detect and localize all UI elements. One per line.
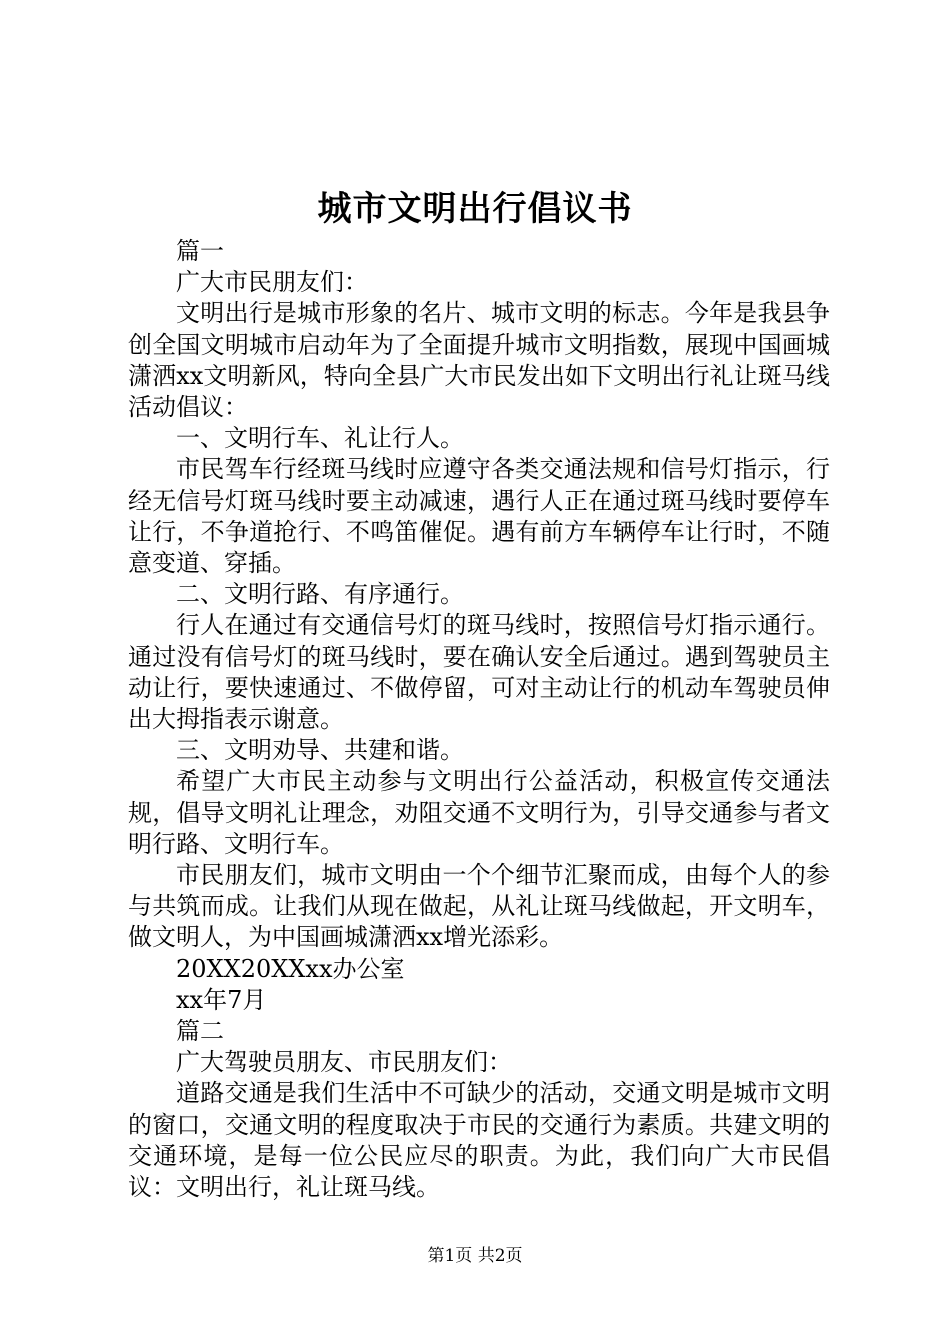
document-body bbox=[128, 236, 830, 1203]
body-paragraph: 市民驾车行经斑马线时应遵守各类交通法规和信号灯指示，行经无信号灯斑马线时要主动减速，遇行人正在通过斑马线时要停车让行，不争道抢行、不鸣笛催促。遇有前方车辆停车让行时，不随意变道、穿插。 bbox=[128, 455, 830, 578]
salutation: 广大驾驶员朋友、市民朋友们： bbox=[176, 1048, 512, 1077]
document-title: 城市文明出行倡议书 bbox=[317, 189, 633, 229]
section-heading: 三、文明劝导、共建和谐。 bbox=[176, 736, 464, 765]
section-heading: 二、文明行路、有序通行。 bbox=[176, 580, 464, 609]
section-heading: 一、文明行车、礼让行人。 bbox=[176, 424, 464, 453]
section-label: 篇二 bbox=[176, 1017, 224, 1046]
body-paragraph: 道路交通是我们生活中不可缺少的活动，交通文明是城市文明的窗口，交通文明的程度取决于市民的交通行为素质。共建文明的交通环境，是每一位公民应尽的职责。为此，我们向广大市民倡议：文明出行，礼让斑马线。 bbox=[128, 1079, 830, 1202]
body-paragraph: 文明出行是城市形象的名片、城市文明的标志。今年是我县争创全国文明城市启动年为了全面提升城市文明指数，展现中国画城潇洒xx文明新风，特向全县广大市民发出如下文明出行礼让斑马线活动倡议： bbox=[128, 299, 830, 422]
salutation: 广大市民朋友们： bbox=[176, 268, 368, 297]
signature-date: xx年7月 bbox=[176, 985, 267, 1014]
body-paragraph: 市民朋友们，城市文明由一个个细节汇聚而成，由每个人的参与共筑而成。让我们从现在做起，从礼让斑马线做起，开文明车，做文明人，为中国画城潇洒xx增光添彩。 bbox=[128, 861, 830, 952]
body-paragraph: 希望广大市民主动参与文明出行公益活动，积极宣传交通法规，倡导文明礼让理念，劝阻交通不文明行为，引导交通参与者文明行路、文明行车。 bbox=[128, 767, 830, 858]
body-paragraph: 行人在通过有交通信号灯的斑马线时，按照信号灯指示通行。通过没有信号灯的斑马线时，要在确认安全后通过。遇到驾驶员主动让行，要快速通过、不做停留，可对主动让行的机动车驾驶员伸出大拇指表示谢意。 bbox=[128, 611, 830, 734]
signature-office: 20XX20XXxx办公室 bbox=[176, 954, 405, 983]
page-number: 第1页 共2页 bbox=[427, 1246, 523, 1266]
section-label: 篇一 bbox=[176, 237, 224, 265]
